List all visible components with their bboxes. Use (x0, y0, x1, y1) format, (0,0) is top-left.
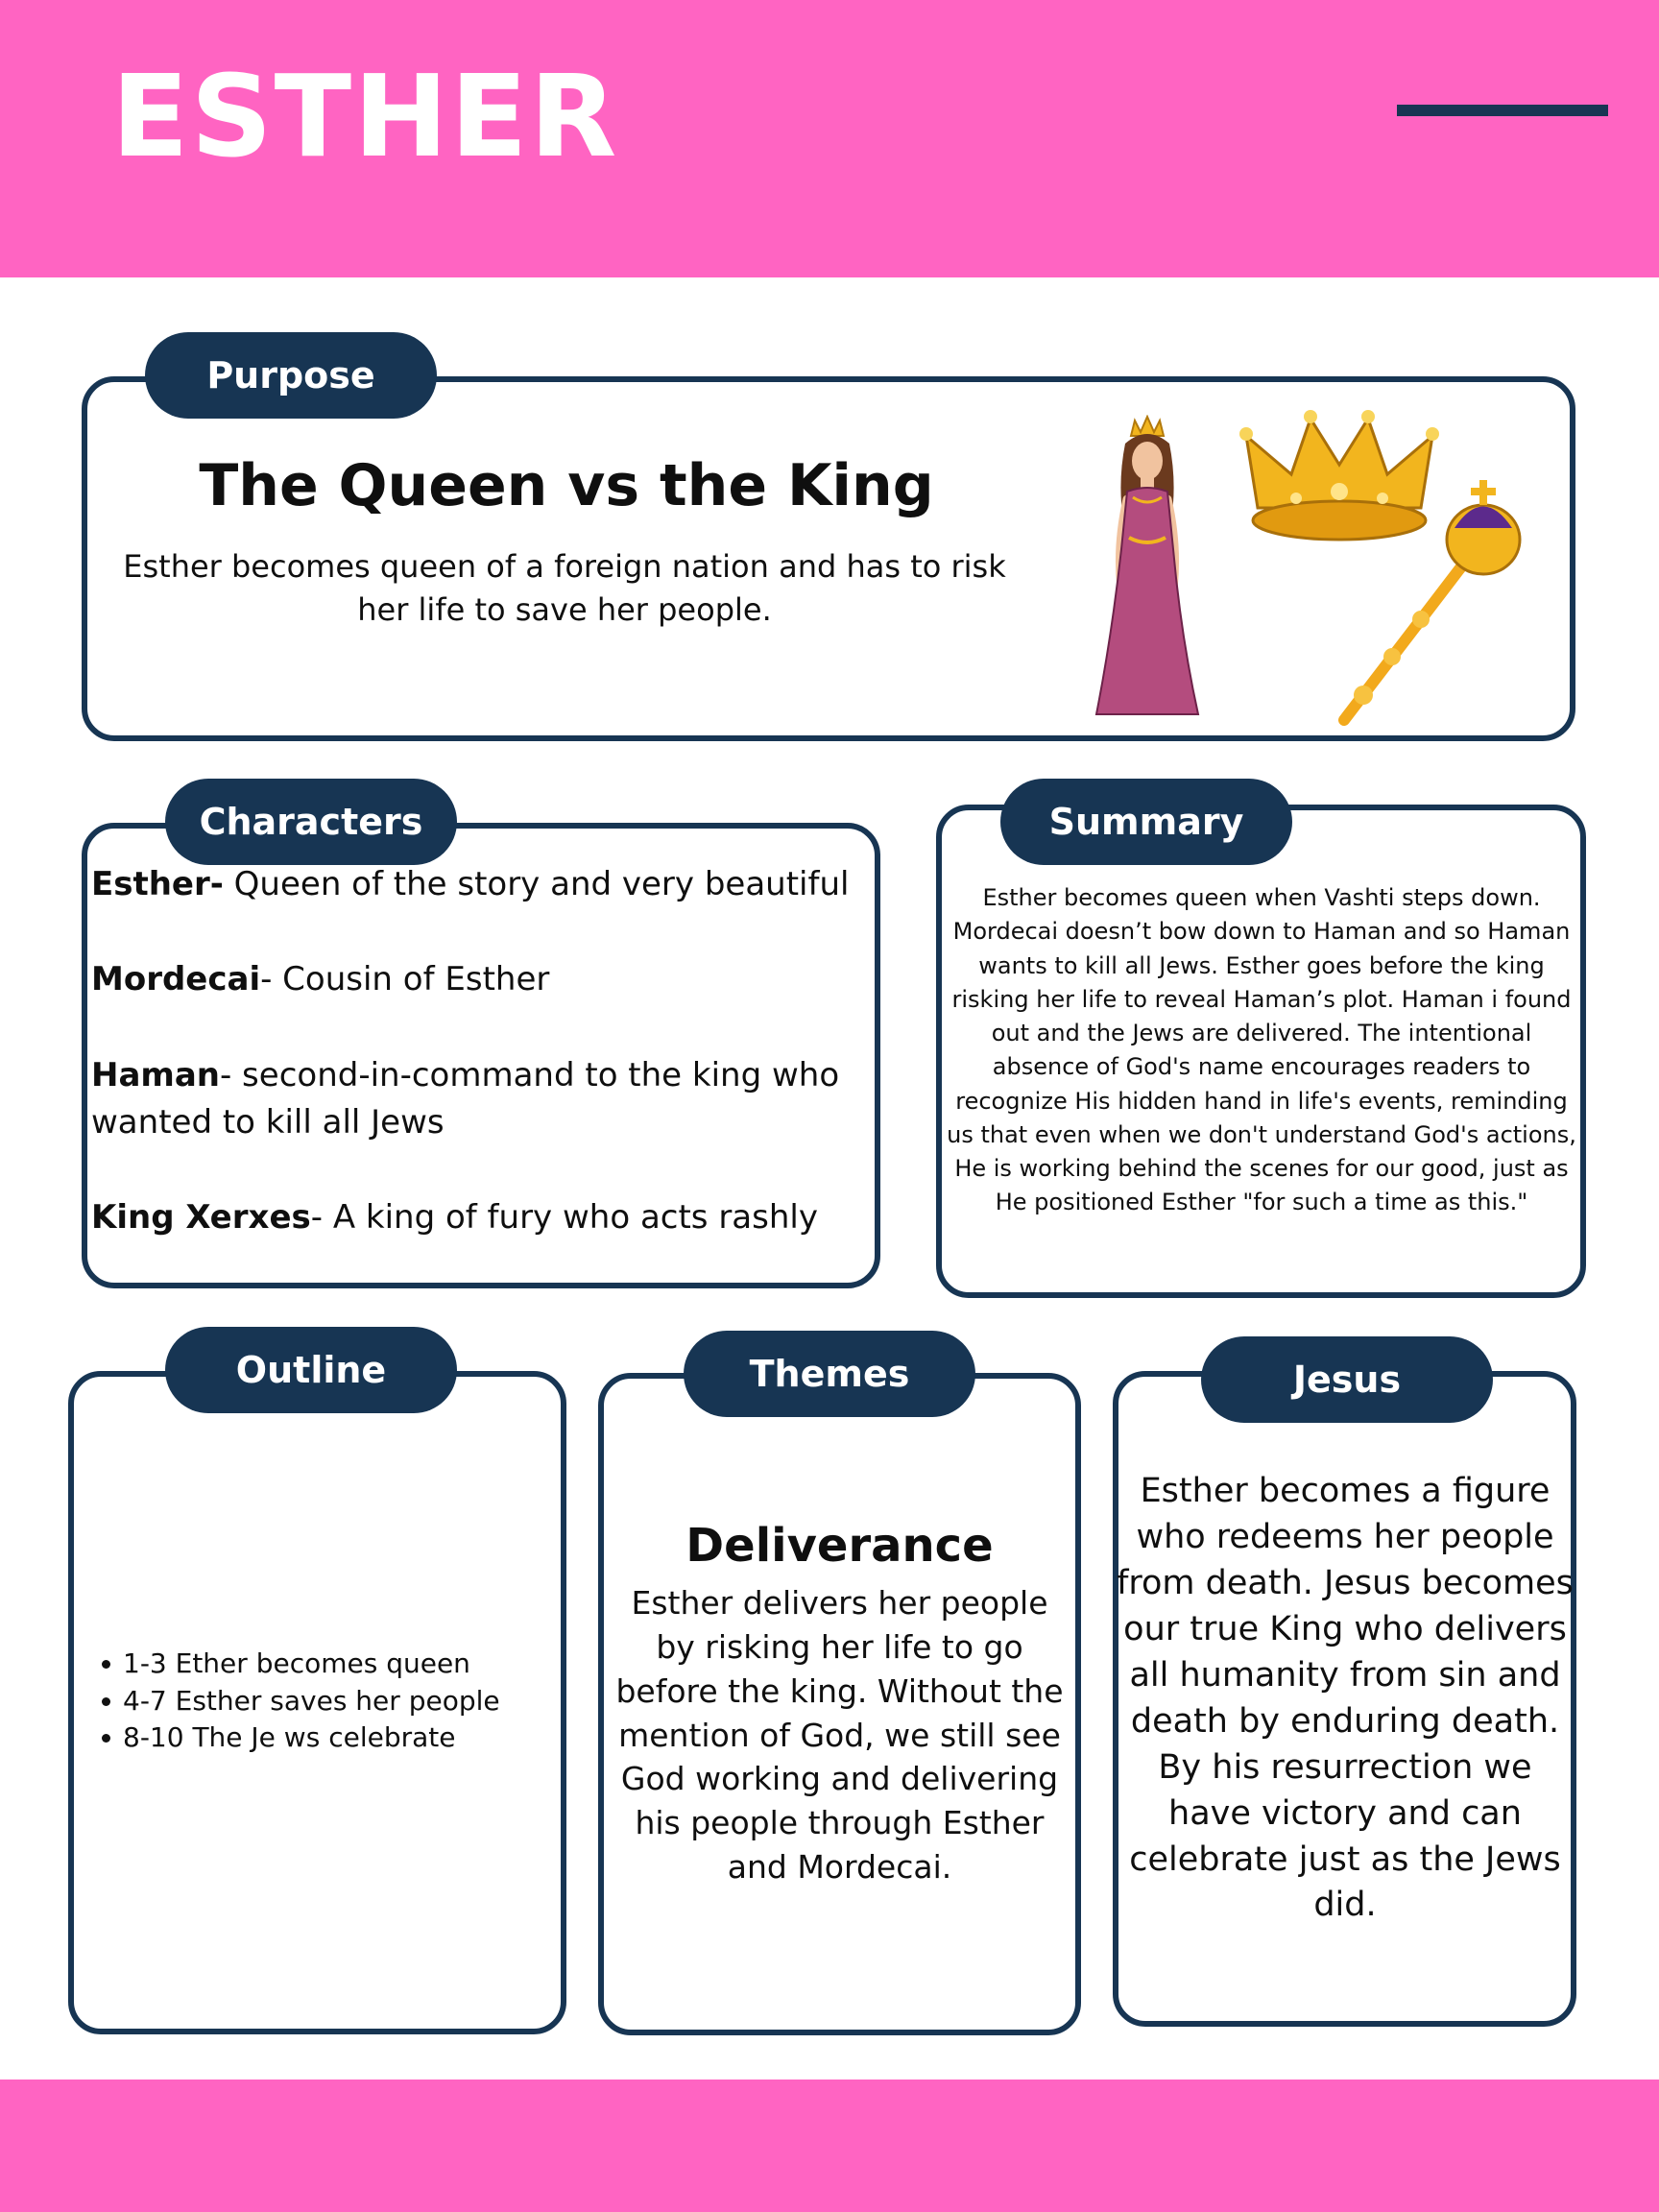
list-item: 4-7 Esther saves her people (96, 1683, 547, 1720)
summary-label: Summary (1000, 779, 1292, 865)
header-rule (1397, 105, 1608, 116)
summary-text: Esther becomes queen when Vashti steps down. Mordecai doesn’t bow down to Haman and so Haman wants to kill all Jews. Esther goes before the king risking her life to reveal Haman’s plot. Haman i found out and the Jews are delivered. The intentional absence of God's name encourages readers to recognize His hidden hand in life's events, reminding us that even when we don't understand God's actions, He is working behind the scenes for our good, just as He positioned Esther "for such a time as this." (947, 884, 1576, 1216)
list-item: 1-3 Ether becomes queen (96, 1646, 547, 1683)
characters-list (91, 861, 878, 1289)
character-item: King Xerxes- A king of fury who acts rashly (91, 1198, 818, 1238)
purpose-heading: The Queen vs the King (199, 452, 934, 519)
themes-text: Esther delivers her people by risking her life to go before the king. Without the mention of God, we still see God working and delivering his people through Esther and Mordecai. (615, 1584, 1064, 1887)
purpose-label: Purpose (145, 332, 437, 419)
page-title: ESTHER (111, 50, 619, 182)
character-item: Esther- Queen of the story and very beautiful (91, 865, 850, 903)
themes-heading: Deliverance (685, 1519, 994, 1573)
outline-list (96, 1646, 547, 1757)
footer-band (0, 2080, 1659, 2212)
scepter-illustration (1325, 480, 1546, 730)
header-band (0, 0, 1659, 277)
character-item: Mordecai- Cousin of Esther (91, 960, 550, 999)
themes-label: Themes (684, 1331, 975, 1417)
characters-label: Characters (165, 779, 457, 865)
list-item: 8-10 The Je ws celebrate (96, 1719, 547, 1757)
queen-illustration (1085, 415, 1210, 722)
queen-crown-icon (1131, 417, 1164, 436)
outline-label: Outline (165, 1327, 457, 1413)
character-item: Haman- second-in-command to the king who wanted to kill all Jews (91, 1055, 840, 1142)
purpose-text: Esther becomes queen of a foreign nation and has to risk her life to save her people. (123, 548, 1006, 628)
jesus-text: Esther becomes a figure who redeems her people from death. Jesus becomes our true King who delivers all humanity from sin and death by enduring death. By his resurrection we have victory and can celebrate just as the Jews did. (1117, 1472, 1574, 1925)
jesus-label: Jesus (1201, 1336, 1493, 1423)
